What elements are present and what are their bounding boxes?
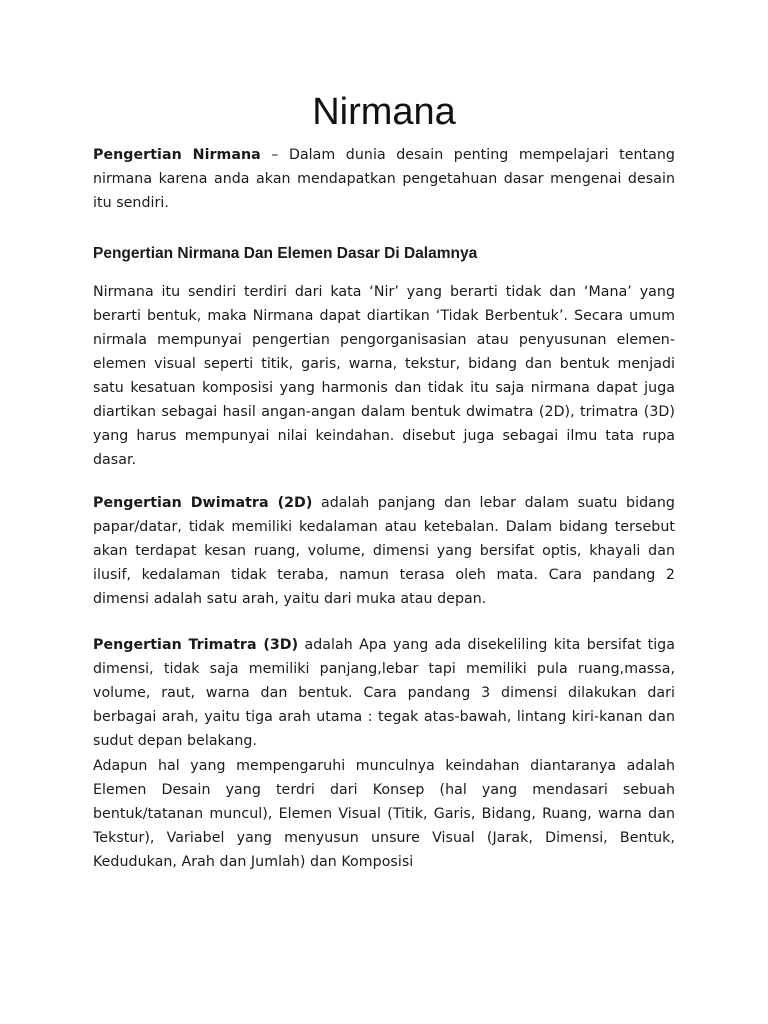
design-elements-paragraph: Adapun hal yang mempengaruhi munculnya keindahan diantaranya adalah Elemen Desain yang terdri dari Konsep (hal yang mendasari sebuah bentuk/tatanan muncul), Elemen Visual (Titik, Garis, Bidang, Ruang, warna dan Tekstur), Variabel yang menyusun unsure Visual (Jarak, Dimensi, Bentuk, Kedudukan, Arah dan Jumlah) dan Komposisi (93, 758, 675, 870)
trimatra-text: adalah Apa yang ada disekeliling kita bersifat tiga dimensi, tidak saja memiliki panjang,lebar tapi memiliki pula ruang,massa, volume, raut, warna dan bentuk. Cara pandang 3 dimensi dilakukan dari berbagai arah, yaitu tiga arah utama : tegak atas-bawah, lintang kiri-kanan dan sudut depan belakang. (93, 637, 675, 749)
dwimatra-lead-term: Pengertian Dwimatra (2D) (93, 495, 313, 511)
dwimatra-paragraph (93, 491, 675, 611)
document-title: Nirmana (312, 91, 456, 133)
intro-paragraph (93, 143, 675, 215)
trimatra-lead-term: Pengertian Trimatra (3D) (93, 637, 299, 653)
dwimatra-text: adalah panjang dan lebar dalam suatu bidang papar/datar, tidak memiliki kedalaman atau ketebalan. Dalam bidang tersebut akan terdapat kesan ruang, volume, dimensi yang bersifat optis, khayali dan ilusif, kedalaman tidak teraba, namun terasa oleh mata. Cara pandang 2 dimensi adalah satu arah, yaitu dari muka atau depan. (93, 495, 675, 607)
section-heading: Pengertian Nirmana Dan Elemen Dasar Di Dalamnya (93, 245, 478, 262)
intro-lead-term: Pengertian Nirmana (93, 147, 261, 163)
nirmana-definition-paragraph: Nirmana itu sendiri terdiri dari kata ‘Nir’ yang berarti tidak dan ‘Mana’ yang berarti bentuk, maka Nirmana dapat diartikan ‘Tidak Berbentuk’. Secara umum nirmala mempunyai pengertian pengorganisasian atau penyusunan elemen-elemen visual seperti titik, garis, warna, tekstur, bidang dan bentuk menjadi satu kesatuan komposisi yang harmonis dan tidak itu saja nirmana dapat juga diartikan sebagai hasil angan-angan dalam bentuk dwimatra (2D), trimatra (3D) yang harus mempunyai nilai keindahan. disebut juga sebagai ilmu tata rupa dasar. (93, 284, 675, 468)
trimatra-paragraph (93, 633, 675, 753)
intro-text: – Dalam dunia desain penting mempelajari tentang nirmana karena anda akan mendapatkan pengetahuan dasar mengenai desain itu sendiri. (93, 147, 675, 211)
